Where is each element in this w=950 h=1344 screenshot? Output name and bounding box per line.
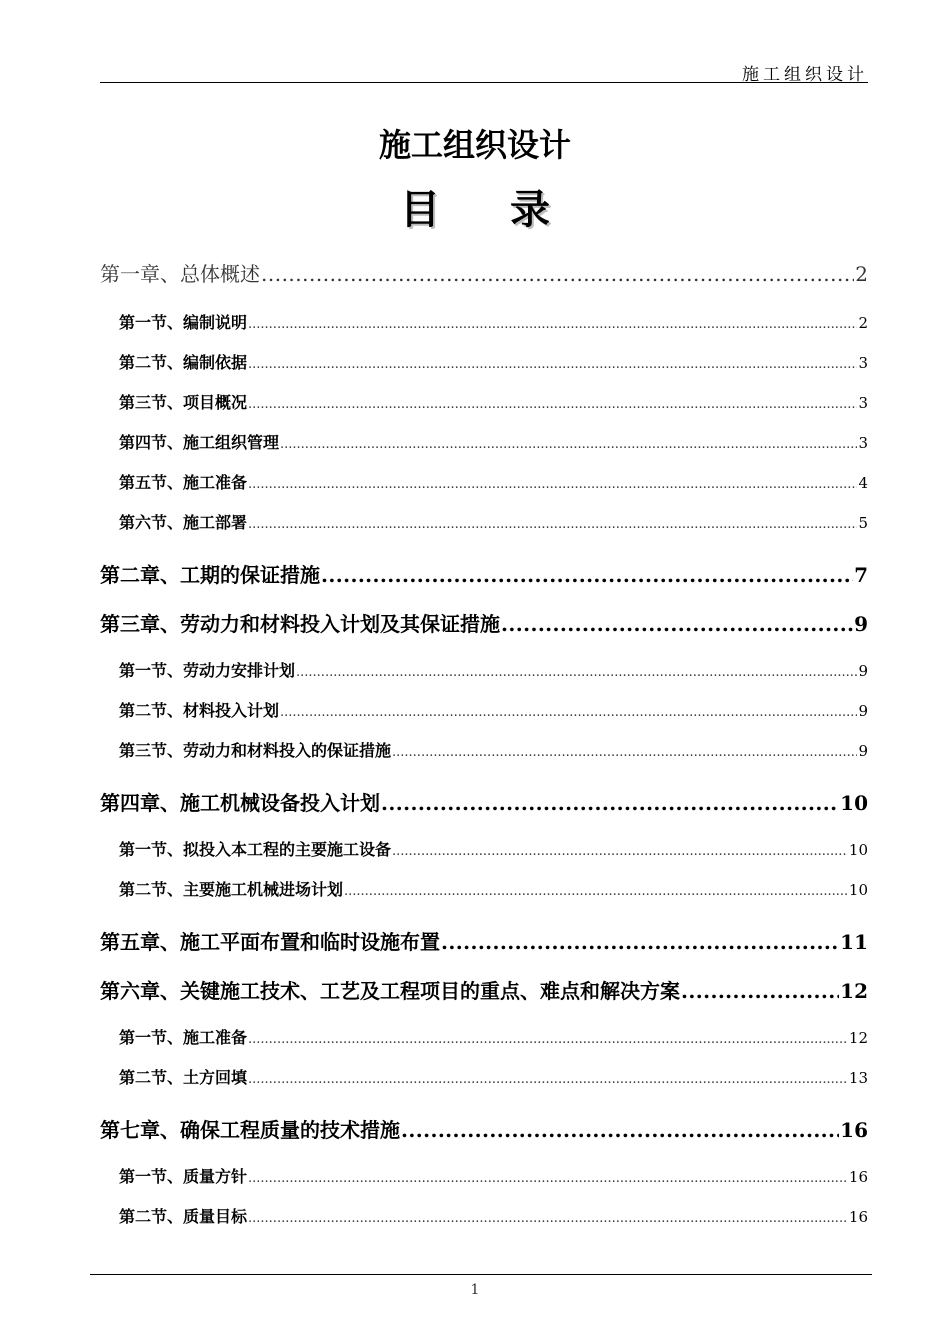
toc-chapter-entry[interactable] [100,559,868,588]
toc-dot-leader [248,517,857,532]
toc-entry-label: 第二章、工期的保证措施 [100,563,320,587]
toc-entry-label: 第六章、关键施工技术、工艺及工程项目的重点、难点和解决方案 [100,979,680,1003]
toc-dot-leader [392,844,848,859]
toc-entry-label: 第七章、确保工程质量的技术措施 [100,1118,400,1142]
toc-entry-page: 16 [848,1208,868,1226]
document-title: 施工组织设计 [378,126,571,164]
toc-entry-page: 4 [858,474,868,492]
toc-entry-label: 第二节、土方回填 [119,1068,248,1087]
toc-section-entry[interactable] [100,470,868,493]
footer-divider [90,1274,872,1275]
toc-entry-label: 第五节、施工准备 [119,473,248,492]
toc-dot-leader [248,1211,848,1226]
toc-section-entry[interactable] [100,738,868,761]
toc-dot-leader [248,477,857,492]
toc-section-entry[interactable] [100,1025,868,1048]
toc-entry-label: 第一节、质量方针 [119,1167,248,1186]
toc-section-entry[interactable] [100,430,868,453]
toc-section-entry[interactable] [100,877,868,900]
toc-entry-page: 9 [858,702,868,720]
toc-entry-label: 第一节、拟投入本工程的主要施工设备 [119,840,392,859]
toc-dot-leader [248,1032,848,1047]
toc-entry-page: 3 [858,354,868,372]
toc-entry-label: 第四节、施工组织管理 [119,433,280,452]
toc-entry-page: 16 [840,1118,868,1142]
toc-dot-leader [280,705,857,720]
toc-dot-leader [681,979,839,1003]
toc-dot-leader [381,791,839,815]
header-divider [100,82,868,83]
toc-entry-page: 12 [848,1029,868,1047]
toc-section-entry[interactable] [100,390,868,413]
toc-chapter-entry[interactable] [100,787,868,816]
toc-entry-page: 10 [848,881,868,899]
toc-entry-page: 10 [840,791,868,815]
toc-heading: 目 录 [400,187,578,233]
toc-entry-label: 第二节、质量目标 [119,1207,248,1226]
toc-entry-label: 第六节、施工部署 [119,513,248,532]
toc-entry-page: 5 [858,514,868,532]
toc-chapter-entry[interactable] [100,258,868,287]
toc-dot-leader [501,612,853,636]
toc-entry-label: 第三节、劳动力和材料投入的保证措施 [119,741,392,760]
toc-entry-label: 第三章、劳动力和材料投入计划及其保证措施 [100,612,500,636]
toc-entry-page: 9 [858,742,868,760]
toc-entry-label: 第三节、项目概况 [119,393,248,412]
toc-dot-leader [401,1118,839,1142]
toc-section-entry[interactable] [100,310,868,333]
toc-dot-leader [261,262,854,286]
header-title: 施工组织设计 [742,65,868,85]
toc-chapter-entry[interactable] [100,926,868,955]
toc-entry-label: 第五章、施工平面布置和临时设施布置 [100,930,440,954]
toc-section-entry[interactable] [100,658,868,681]
toc-entry-label: 第一节、施工准备 [119,1028,248,1047]
toc-section-entry[interactable] [100,510,868,533]
toc-dot-leader [344,884,848,899]
toc-entry-label: 第二节、编制依据 [119,353,248,372]
toc-entry-label: 第一节、编制说明 [119,313,248,332]
toc-entry-page: 12 [840,979,868,1003]
page-number: 1 [470,1282,480,1298]
toc-entry-label: 第二节、材料投入计划 [119,701,280,720]
toc-entry-page: 10 [848,841,868,859]
toc-entry-page: 13 [848,1069,868,1087]
toc-dot-leader [248,397,857,412]
toc-dot-leader [248,1171,848,1186]
toc-dot-leader [280,437,857,452]
toc-dot-leader [248,357,857,372]
toc-entry-page: 16 [848,1168,868,1186]
toc-chapter-entry[interactable] [100,975,868,1004]
toc-entry-page: 11 [840,930,868,954]
toc-dot-leader [248,1072,848,1087]
toc-entry-page: 7 [854,563,868,587]
toc-entry-page: 9 [854,612,868,636]
toc-entry-page: 2 [858,314,868,332]
toc-chapter-entry[interactable] [100,608,868,637]
toc-entry-label: 第二节、主要施工机械进场计划 [119,880,344,899]
toc-section-entry[interactable] [100,350,868,373]
toc-section-entry[interactable] [100,837,868,860]
toc-section-entry[interactable] [100,698,868,721]
toc-section-entry[interactable] [100,1204,868,1227]
toc-entry-label: 第一节、劳动力安排计划 [119,661,296,680]
toc-dot-leader [296,665,857,680]
toc-section-entry[interactable] [100,1065,868,1088]
toc-chapter-entry[interactable] [100,1114,868,1143]
toc-section-entry[interactable] [100,1164,868,1187]
toc-entry-page: 2 [855,262,868,286]
toc-dot-leader [248,317,857,332]
toc-entry-label: 第四章、施工机械设备投入计划 [100,791,380,815]
toc-dot-leader [441,930,839,954]
toc-dot-leader [392,745,857,760]
toc-dot-leader [321,563,853,587]
toc-entry-page: 9 [858,662,868,680]
toc-entry-page: 3 [858,434,868,452]
toc-entry-page: 3 [858,394,868,412]
toc-entry-label: 第一章、总体概述 [100,262,260,286]
